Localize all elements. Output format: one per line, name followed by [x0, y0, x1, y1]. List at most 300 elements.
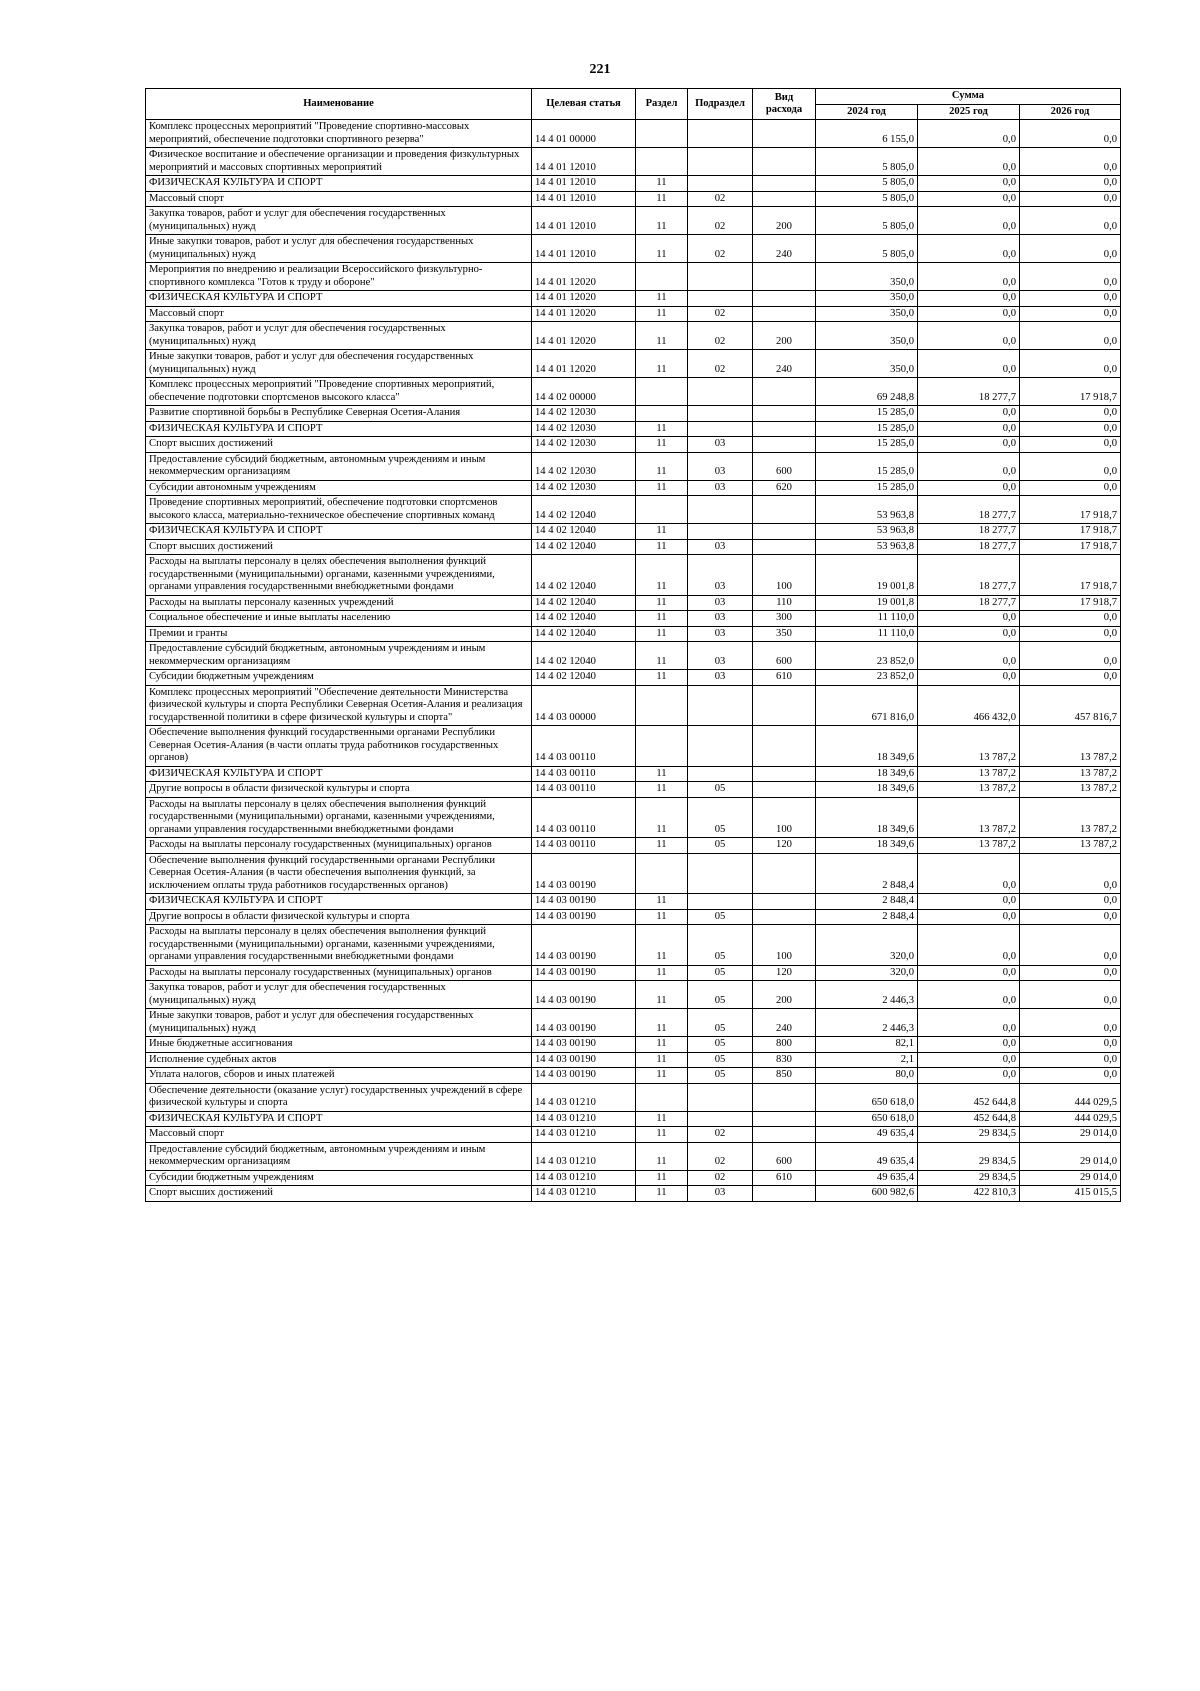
sum-2024-cell: 350,0 — [816, 263, 918, 291]
name-cell: Исполнение судебных актов — [146, 1052, 532, 1068]
razdel-cell: 11 — [636, 480, 688, 496]
sum-2024-cell: 18 349,6 — [816, 726, 918, 767]
sum-2024-cell: 2 446,3 — [816, 981, 918, 1009]
name-cell: Проведение спортивных мероприятий, обеспечение подготовки спортсменов высокого класса, материально-техническое обеспечение спортивных команд — [146, 496, 532, 524]
podrazdel-cell — [688, 176, 753, 192]
sum-2024-cell: 18 349,6 — [816, 797, 918, 838]
sum-2024-cell: 53 963,8 — [816, 539, 918, 555]
podrazdel-cell: 05 — [688, 909, 753, 925]
razdel-cell: 11 — [636, 925, 688, 966]
podrazdel-cell — [688, 524, 753, 540]
sum-2026-cell: 0,0 — [1020, 421, 1121, 437]
sum-2025-cell: 0,0 — [918, 263, 1020, 291]
sum-2025-cell: 18 277,7 — [918, 539, 1020, 555]
vid-cell: 850 — [753, 1068, 816, 1084]
table-row — [146, 191, 1121, 207]
vid-cell — [753, 263, 816, 291]
table-row — [146, 120, 1121, 148]
target-code-cell: 14 4 01 12010 — [532, 191, 636, 207]
razdel-cell: 11 — [636, 437, 688, 453]
podrazdel-cell — [688, 148, 753, 176]
podrazdel-cell — [688, 853, 753, 894]
table-row — [146, 894, 1121, 910]
table-row — [146, 1068, 1121, 1084]
razdel-cell: 11 — [636, 452, 688, 480]
name-cell: Спорт высших достижений — [146, 437, 532, 453]
target-code-cell: 14 4 03 00190 — [532, 853, 636, 894]
sum-2026-cell: 0,0 — [1020, 350, 1121, 378]
sum-2024-cell: 350,0 — [816, 291, 918, 307]
sum-2026-cell: 0,0 — [1020, 291, 1121, 307]
sum-2024-cell: 11 110,0 — [816, 611, 918, 627]
target-code-cell: 14 4 03 00110 — [532, 766, 636, 782]
name-cell: Предоставление субсидий бюджетным, автономным учреждениям и иным некоммерческим организациям — [146, 452, 532, 480]
razdel-cell — [636, 685, 688, 726]
name-cell: Иные закупки товаров, работ и услуг для обеспечения государственных (муниципальных) нужд — [146, 235, 532, 263]
table-row — [146, 838, 1121, 854]
name-cell: ФИЗИЧЕСКАЯ КУЛЬТУРА И СПОРТ — [146, 524, 532, 540]
table-row — [146, 797, 1121, 838]
razdel-cell: 11 — [636, 611, 688, 627]
vid-cell — [753, 148, 816, 176]
sum-2025-cell: 0,0 — [918, 176, 1020, 192]
target-code-cell: 14 4 02 12040 — [532, 611, 636, 627]
podrazdel-cell: 05 — [688, 1009, 753, 1037]
sum-2026-cell: 444 029,5 — [1020, 1111, 1121, 1127]
target-code-cell: 14 4 01 12020 — [532, 263, 636, 291]
podrazdel-cell: 02 — [688, 350, 753, 378]
razdel-cell: 11 — [636, 595, 688, 611]
razdel-cell — [636, 853, 688, 894]
name-cell: Физическое воспитание и обеспечение организации и проведения физкультурных мероприятий и массовых спортивных мероприятий — [146, 148, 532, 176]
table-row — [146, 981, 1121, 1009]
sum-2025-cell: 0,0 — [918, 437, 1020, 453]
sum-2024-cell: 19 001,8 — [816, 555, 918, 596]
sum-2025-cell: 0,0 — [918, 1009, 1020, 1037]
sum-2024-cell: 49 635,4 — [816, 1170, 918, 1186]
vid-cell — [753, 1127, 816, 1143]
razdel-cell — [636, 120, 688, 148]
razdel-cell: 11 — [636, 782, 688, 798]
name-cell: Массовый спорт — [146, 1127, 532, 1143]
target-code-cell: 14 4 03 01210 — [532, 1111, 636, 1127]
name-cell: Расходы на выплаты персоналу государственных (муниципальных) органов — [146, 838, 532, 854]
name-cell: Расходы на выплаты персоналу в целях обеспечения выполнения функций государственными (муниципальными) органами, казенными учреждениями, органами управления государственными внебюджетными фондами — [146, 797, 532, 838]
table-row — [146, 480, 1121, 496]
target-code-cell: 14 4 02 12040 — [532, 524, 636, 540]
podrazdel-cell: 02 — [688, 1127, 753, 1143]
target-code-cell: 14 4 03 01210 — [532, 1170, 636, 1186]
vid-cell: 100 — [753, 925, 816, 966]
sum-2026-cell: 13 787,2 — [1020, 782, 1121, 798]
vid-cell — [753, 421, 816, 437]
sum-2024-cell: 15 285,0 — [816, 437, 918, 453]
vid-cell — [753, 894, 816, 910]
target-code-cell: 14 4 01 00000 — [532, 120, 636, 148]
table-row — [146, 378, 1121, 406]
sum-2025-cell: 29 834,5 — [918, 1127, 1020, 1143]
sum-2024-cell: 69 248,8 — [816, 378, 918, 406]
razdel-cell — [636, 496, 688, 524]
table-row — [146, 176, 1121, 192]
sum-2026-cell: 17 918,7 — [1020, 378, 1121, 406]
sum-2025-cell: 13 787,2 — [918, 838, 1020, 854]
target-code-cell: 14 4 01 12010 — [532, 235, 636, 263]
name-cell: ФИЗИЧЕСКАЯ КУЛЬТУРА И СПОРТ — [146, 421, 532, 437]
vid-cell: 200 — [753, 322, 816, 350]
sum-2025-cell: 452 644,8 — [918, 1111, 1020, 1127]
razdel-cell: 11 — [636, 421, 688, 437]
sum-2024-cell: 23 852,0 — [816, 670, 918, 686]
sum-2025-cell: 0,0 — [918, 853, 1020, 894]
sum-2024-cell: 2 848,4 — [816, 909, 918, 925]
sum-2025-cell: 0,0 — [918, 291, 1020, 307]
podrazdel-cell: 05 — [688, 1068, 753, 1084]
target-code-cell: 14 4 02 12040 — [532, 555, 636, 596]
vid-cell: 110 — [753, 595, 816, 611]
sum-2026-cell: 29 014,0 — [1020, 1170, 1121, 1186]
vid-cell — [753, 909, 816, 925]
razdel-cell: 11 — [636, 176, 688, 192]
table-row — [146, 685, 1121, 726]
sum-2025-cell: 0,0 — [918, 148, 1020, 176]
razdel-cell — [636, 726, 688, 767]
vid-cell — [753, 191, 816, 207]
podrazdel-cell: 02 — [688, 1170, 753, 1186]
target-code-cell: 14 4 02 00000 — [532, 378, 636, 406]
sum-2025-cell: 0,0 — [918, 235, 1020, 263]
sum-2026-cell: 13 787,2 — [1020, 766, 1121, 782]
razdel-cell: 11 — [636, 1111, 688, 1127]
sum-2025-cell: 0,0 — [918, 1052, 1020, 1068]
sum-2025-cell: 0,0 — [918, 480, 1020, 496]
target-code-cell: 14 4 03 00190 — [532, 981, 636, 1009]
page-number: 221 — [589, 62, 611, 77]
sum-2025-cell: 13 787,2 — [918, 726, 1020, 767]
header-name: Наименование — [146, 89, 532, 120]
razdel-cell: 11 — [636, 670, 688, 686]
sum-2025-cell: 0,0 — [918, 306, 1020, 322]
sum-2026-cell: 0,0 — [1020, 642, 1121, 670]
razdel-cell: 11 — [636, 235, 688, 263]
sum-2025-cell: 0,0 — [918, 981, 1020, 1009]
sum-2026-cell: 0,0 — [1020, 1009, 1121, 1037]
podrazdel-cell — [688, 894, 753, 910]
sum-2024-cell: 5 805,0 — [816, 191, 918, 207]
sum-2026-cell: 0,0 — [1020, 306, 1121, 322]
sum-2026-cell: 444 029,5 — [1020, 1083, 1121, 1111]
table-row — [146, 406, 1121, 422]
sum-2026-cell: 0,0 — [1020, 120, 1121, 148]
razdel-cell: 11 — [636, 350, 688, 378]
table-body — [146, 120, 1121, 1202]
name-cell: ФИЗИЧЕСКАЯ КУЛЬТУРА И СПОРТ — [146, 1111, 532, 1127]
sum-2025-cell: 0,0 — [918, 925, 1020, 966]
sum-2025-cell: 13 787,2 — [918, 797, 1020, 838]
sum-2024-cell: 19 001,8 — [816, 595, 918, 611]
podrazdel-cell: 05 — [688, 1037, 753, 1053]
sum-2026-cell: 0,0 — [1020, 406, 1121, 422]
vid-cell — [753, 176, 816, 192]
sum-2024-cell: 82,1 — [816, 1037, 918, 1053]
razdel-cell: 11 — [636, 539, 688, 555]
target-code-cell: 14 4 03 00190 — [532, 1052, 636, 1068]
name-cell: Другие вопросы в области физической культуры и спорта — [146, 782, 532, 798]
sum-2025-cell: 29 834,5 — [918, 1170, 1020, 1186]
sum-2026-cell: 0,0 — [1020, 263, 1121, 291]
sum-2024-cell: 350,0 — [816, 350, 918, 378]
table-row — [146, 611, 1121, 627]
sum-2026-cell: 415 015,5 — [1020, 1186, 1121, 1202]
target-code-cell: 14 4 02 12040 — [532, 626, 636, 642]
table-row — [146, 148, 1121, 176]
sum-2026-cell: 0,0 — [1020, 965, 1121, 981]
sum-2024-cell: 18 349,6 — [816, 766, 918, 782]
target-code-cell: 14 4 01 12010 — [532, 148, 636, 176]
sum-2025-cell: 0,0 — [918, 909, 1020, 925]
podrazdel-cell: 03 — [688, 437, 753, 453]
vid-cell: 610 — [753, 1170, 816, 1186]
razdel-cell: 11 — [636, 191, 688, 207]
name-cell: Другие вопросы в области физической культуры и спорта — [146, 909, 532, 925]
target-code-cell: 14 4 02 12030 — [532, 406, 636, 422]
name-cell: Спорт высших достижений — [146, 1186, 532, 1202]
sum-2026-cell: 0,0 — [1020, 909, 1121, 925]
sum-2024-cell: 2 848,4 — [816, 894, 918, 910]
vid-cell: 100 — [753, 555, 816, 596]
podrazdel-cell — [688, 406, 753, 422]
table-row — [146, 452, 1121, 480]
table-header — [146, 89, 1121, 120]
vid-cell: 200 — [753, 981, 816, 1009]
podrazdel-cell: 03 — [688, 1186, 753, 1202]
razdel-cell: 11 — [636, 838, 688, 854]
name-cell: Закупка товаров, работ и услуг для обеспечения государственных (муниципальных) нужд — [146, 981, 532, 1009]
name-cell: Уплата налогов, сборов и иных платежей — [146, 1068, 532, 1084]
name-cell: Иные закупки товаров, работ и услуг для обеспечения государственных (муниципальных) нужд — [146, 350, 532, 378]
name-cell: Субсидии автономным учреждениям — [146, 480, 532, 496]
header-year-2024: 2024 год — [816, 104, 918, 120]
sum-2025-cell: 0,0 — [918, 894, 1020, 910]
table-row — [146, 235, 1121, 263]
target-code-cell: 14 4 01 12020 — [532, 291, 636, 307]
razdel-cell — [636, 378, 688, 406]
table-row — [146, 496, 1121, 524]
name-cell: Обеспечение выполнения функций государственными органами Республики Северная Осетия-Алания (в части оплаты труда работников государственных органов) — [146, 726, 532, 767]
razdel-cell: 11 — [636, 306, 688, 322]
table-row — [146, 1142, 1121, 1170]
vid-cell — [753, 306, 816, 322]
target-code-cell: 14 4 03 00110 — [532, 838, 636, 854]
podrazdel-cell — [688, 496, 753, 524]
target-code-cell: 14 4 03 00190 — [532, 925, 636, 966]
podrazdel-cell — [688, 1111, 753, 1127]
name-cell: ФИЗИЧЕСКАЯ КУЛЬТУРА И СПОРТ — [146, 894, 532, 910]
sum-2024-cell: 80,0 — [816, 1068, 918, 1084]
podrazdel-cell: 05 — [688, 981, 753, 1009]
sum-2026-cell: 0,0 — [1020, 480, 1121, 496]
razdel-cell: 11 — [636, 555, 688, 596]
vid-cell — [753, 1111, 816, 1127]
sum-2025-cell: 0,0 — [918, 611, 1020, 627]
podrazdel-cell: 03 — [688, 555, 753, 596]
podrazdel-cell — [688, 263, 753, 291]
razdel-cell: 11 — [636, 322, 688, 350]
razdel-cell — [636, 148, 688, 176]
podrazdel-cell: 02 — [688, 322, 753, 350]
target-code-cell: 14 4 02 12040 — [532, 642, 636, 670]
target-code-cell: 14 4 02 12040 — [532, 595, 636, 611]
sum-2025-cell: 0,0 — [918, 191, 1020, 207]
table-row — [146, 1127, 1121, 1143]
table-row — [146, 555, 1121, 596]
sum-2026-cell: 0,0 — [1020, 235, 1121, 263]
name-cell: Обеспечение выполнения функций государственными органами Республики Северная Осетия-Алания (в части обеспечения выполнения функций, за исключением оплаты труда работников государственных органов) — [146, 853, 532, 894]
table-row — [146, 306, 1121, 322]
vid-cell: 200 — [753, 207, 816, 235]
sum-2024-cell: 320,0 — [816, 925, 918, 966]
sum-2026-cell: 0,0 — [1020, 452, 1121, 480]
vid-cell: 120 — [753, 965, 816, 981]
target-code-cell: 14 4 02 12040 — [532, 670, 636, 686]
vid-cell: 600 — [753, 1142, 816, 1170]
vid-cell: 350 — [753, 626, 816, 642]
sum-2026-cell: 0,0 — [1020, 1052, 1121, 1068]
target-code-cell: 14 4 03 00190 — [532, 965, 636, 981]
name-cell: ФИЗИЧЕСКАЯ КУЛЬТУРА И СПОРТ — [146, 176, 532, 192]
razdel-cell: 11 — [636, 642, 688, 670]
razdel-cell: 11 — [636, 626, 688, 642]
target-code-cell: 14 4 03 00190 — [532, 894, 636, 910]
podrazdel-cell: 03 — [688, 611, 753, 627]
sum-2025-cell: 0,0 — [918, 120, 1020, 148]
name-cell: Расходы на выплаты персоналу в целях обеспечения выполнения функций государственными (муниципальными) органами, казенными учреждениями, органами управления государственными внебюджетными фондами — [146, 925, 532, 966]
name-cell: Обеспечение деятельности (оказание услуг) государственных учреждений в сфере физической культуры и спорта — [146, 1083, 532, 1111]
header-razdel: Раздел — [636, 89, 688, 120]
podrazdel-cell: 03 — [688, 452, 753, 480]
target-code-cell: 14 4 01 12010 — [532, 207, 636, 235]
vid-cell: 800 — [753, 1037, 816, 1053]
sum-2025-cell: 0,0 — [918, 406, 1020, 422]
sum-2026-cell: 17 918,7 — [1020, 496, 1121, 524]
sum-2025-cell: 0,0 — [918, 452, 1020, 480]
sum-2026-cell: 0,0 — [1020, 148, 1121, 176]
sum-2024-cell: 15 285,0 — [816, 452, 918, 480]
podrazdel-cell — [688, 378, 753, 406]
sum-2024-cell: 18 349,6 — [816, 838, 918, 854]
vid-cell — [753, 406, 816, 422]
sum-2025-cell: 452 644,8 — [918, 1083, 1020, 1111]
podrazdel-cell — [688, 685, 753, 726]
sum-2026-cell: 17 918,7 — [1020, 595, 1121, 611]
podrazdel-cell: 05 — [688, 1052, 753, 1068]
sum-2026-cell: 17 918,7 — [1020, 524, 1121, 540]
table-row — [146, 322, 1121, 350]
vid-cell: 240 — [753, 1009, 816, 1037]
podrazdel-cell — [688, 421, 753, 437]
vid-cell — [753, 524, 816, 540]
header-summa: Сумма — [816, 89, 1121, 105]
table-row — [146, 539, 1121, 555]
vid-cell — [753, 378, 816, 406]
vid-cell — [753, 766, 816, 782]
podrazdel-cell: 02 — [688, 235, 753, 263]
name-cell: ФИЗИЧЕСКАЯ КУЛЬТУРА И СПОРТ — [146, 766, 532, 782]
table-row — [146, 350, 1121, 378]
podrazdel-cell — [688, 1083, 753, 1111]
sum-2024-cell: 650 618,0 — [816, 1111, 918, 1127]
vid-cell: 240 — [753, 235, 816, 263]
sum-2026-cell: 0,0 — [1020, 437, 1121, 453]
sum-2024-cell: 320,0 — [816, 965, 918, 981]
name-cell: ФИЗИЧЕСКАЯ КУЛЬТУРА И СПОРТ — [146, 291, 532, 307]
sum-2024-cell: 15 285,0 — [816, 480, 918, 496]
razdel-cell: 11 — [636, 894, 688, 910]
sum-2025-cell: 0,0 — [918, 322, 1020, 350]
table-row — [146, 421, 1121, 437]
table-row — [146, 1170, 1121, 1186]
razdel-cell: 11 — [636, 291, 688, 307]
budget-table — [145, 88, 1121, 1202]
target-code-cell: 14 4 03 00190 — [532, 1037, 636, 1053]
sum-2024-cell: 53 963,8 — [816, 496, 918, 524]
sum-2026-cell: 0,0 — [1020, 894, 1121, 910]
name-cell: Расходы на выплаты персоналу государственных (муниципальных) органов — [146, 965, 532, 981]
target-code-cell: 14 4 03 00110 — [532, 782, 636, 798]
vid-cell — [753, 496, 816, 524]
sum-2026-cell: 29 014,0 — [1020, 1142, 1121, 1170]
podrazdel-cell — [688, 291, 753, 307]
table-row — [146, 1186, 1121, 1202]
podrazdel-cell: 05 — [688, 782, 753, 798]
vid-cell — [753, 853, 816, 894]
razdel-cell: 11 — [636, 909, 688, 925]
vid-cell: 300 — [753, 611, 816, 627]
vid-cell — [753, 726, 816, 767]
name-cell: Массовый спорт — [146, 306, 532, 322]
sum-2025-cell: 29 834,5 — [918, 1142, 1020, 1170]
sum-2026-cell: 0,0 — [1020, 611, 1121, 627]
sum-2024-cell: 23 852,0 — [816, 642, 918, 670]
vid-cell — [753, 685, 816, 726]
name-cell: Комплекс процессных мероприятий "Проведение спортивно-массовых мероприятий, обеспечение подготовки спортивного резерва" — [146, 120, 532, 148]
name-cell: Субсидии бюджетным учреждениям — [146, 670, 532, 686]
podrazdel-cell: 02 — [688, 1142, 753, 1170]
podrazdel-cell: 03 — [688, 539, 753, 555]
target-code-cell: 14 4 03 01210 — [532, 1083, 636, 1111]
name-cell: Иные закупки товаров, работ и услуг для обеспечения государственных (муниципальных) нужд — [146, 1009, 532, 1037]
sum-2024-cell: 53 963,8 — [816, 524, 918, 540]
name-cell: Расходы на выплаты персоналу казенных учреждений — [146, 595, 532, 611]
sum-2024-cell: 650 618,0 — [816, 1083, 918, 1111]
razdel-cell: 11 — [636, 1068, 688, 1084]
vid-cell: 120 — [753, 838, 816, 854]
podrazdel-cell: 02 — [688, 191, 753, 207]
podrazdel-cell — [688, 120, 753, 148]
table-row — [146, 263, 1121, 291]
razdel-cell: 11 — [636, 207, 688, 235]
sum-2025-cell: 0,0 — [918, 965, 1020, 981]
table-row — [146, 642, 1121, 670]
sum-2026-cell: 13 787,2 — [1020, 797, 1121, 838]
target-code-cell: 14 4 02 12030 — [532, 421, 636, 437]
sum-2026-cell: 29 014,0 — [1020, 1127, 1121, 1143]
sum-2026-cell: 0,0 — [1020, 207, 1121, 235]
target-code-cell: 14 4 03 01210 — [532, 1142, 636, 1170]
podrazdel-cell: 03 — [688, 480, 753, 496]
podrazdel-cell: 03 — [688, 626, 753, 642]
razdel-cell: 11 — [636, 524, 688, 540]
